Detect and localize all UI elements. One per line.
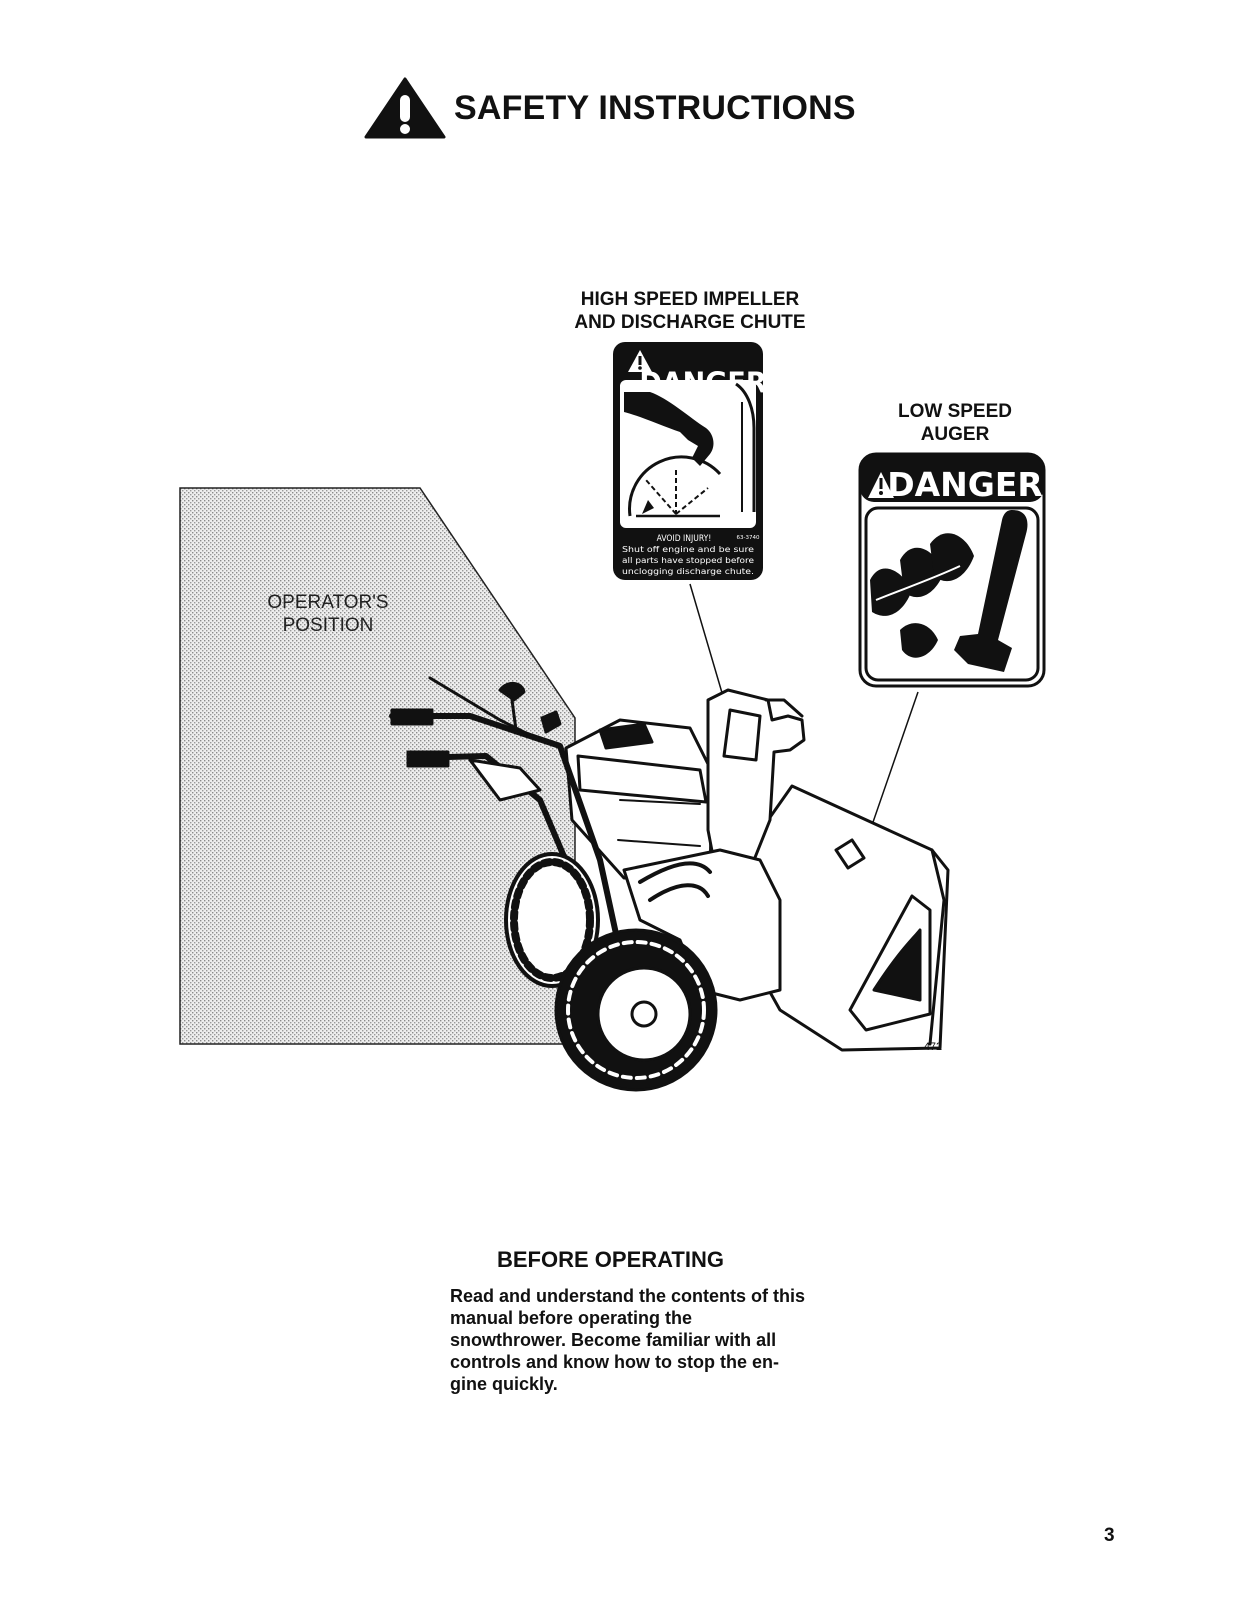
auger-decal-header: DANGER — [887, 465, 1043, 504]
section-heading: BEFORE OPERATING — [497, 1247, 724, 1272]
impeller-decal-header: DANGER — [639, 366, 767, 400]
impeller-danger-decal — [613, 342, 767, 580]
auger-label-line: AUGER — [920, 424, 990, 445]
impeller-decal-caption-line: all parts have stopped before — [622, 556, 755, 565]
body-line: snowthrower. Become familiar with all — [450, 1330, 777, 1350]
section-body — [450, 1285, 850, 1395]
figure-number: 472 — [923, 1041, 943, 1053]
page-number: 3 — [1104, 1525, 1115, 1546]
body-line: gine quickly. — [450, 1374, 558, 1394]
auger-danger-decal — [860, 454, 1044, 686]
operator-position-label: OPERATOR'S — [267, 592, 389, 613]
body-line: Read and understand the contents of this — [450, 1286, 806, 1306]
impeller-label-line: HIGH SPEED IMPELLER — [580, 289, 800, 310]
impeller-decal-caption-title: AVOID INJURY! — [656, 534, 712, 544]
operator-position-label: POSITION — [282, 615, 374, 636]
page-title-text: SAFETY INSTRUCTIONS — [454, 88, 856, 127]
body-line: controls and know how to stop the en- — [450, 1352, 779, 1372]
impeller-decal-caption-line: unclogging discharge chute. — [622, 567, 754, 576]
impeller-label-line: AND DISCHARGE CHUTE — [574, 312, 806, 333]
body-line: manual before operating the — [450, 1308, 693, 1328]
auger-label-line: LOW SPEED — [897, 401, 1012, 422]
impeller-decal-code: 63-3740 — [736, 535, 760, 541]
impeller-decal-caption-line: Shut off engine and be sure — [622, 545, 755, 554]
